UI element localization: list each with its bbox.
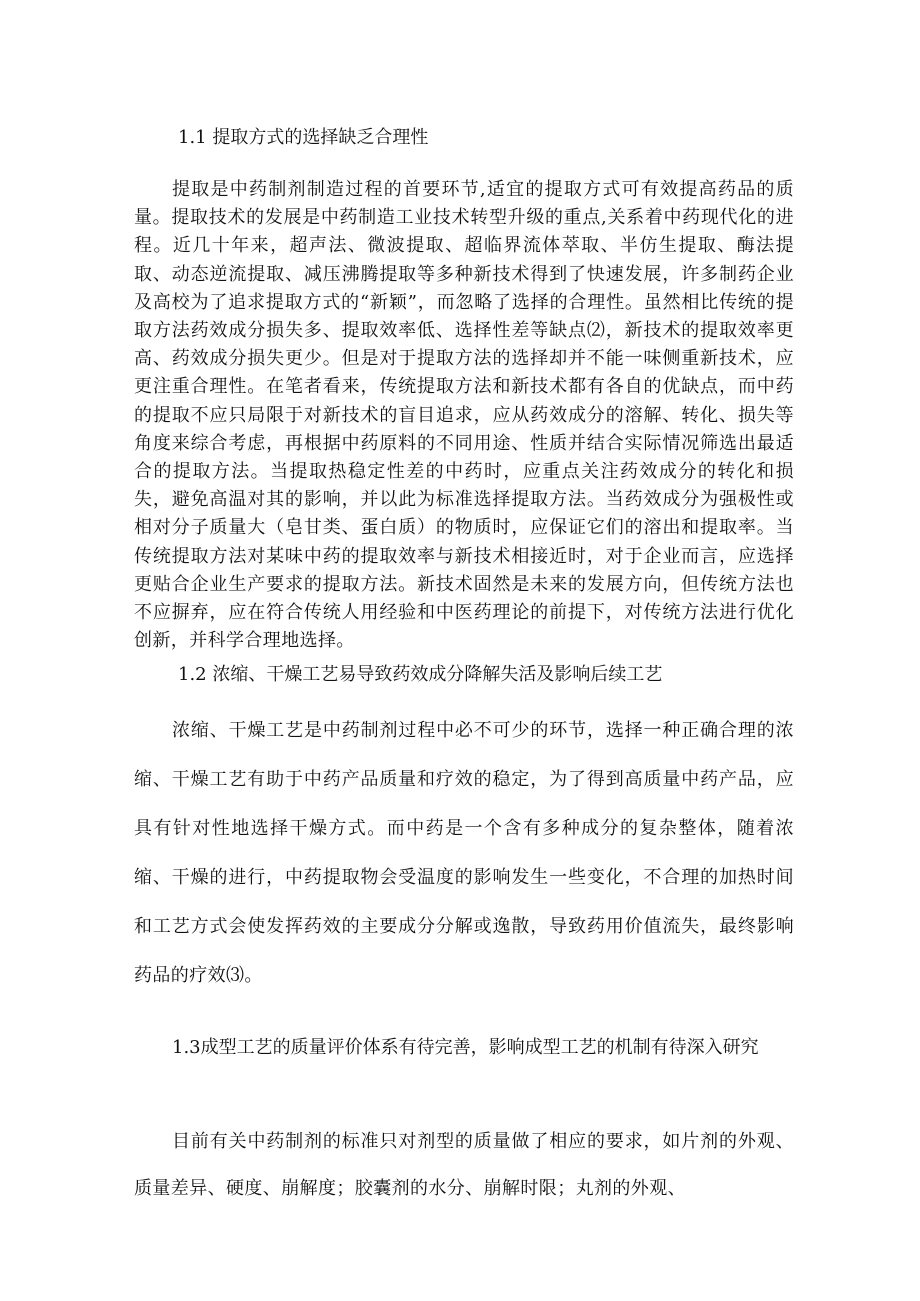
section-heading-1-2: 1.2 浓缩、干燥工艺易导致药效成分降解失活及影响后续工艺 bbox=[178, 664, 663, 685]
section-body-1-2: 浓缩、干燥工艺是中药制剂过程中必不可少的环节，选择一种正确合理的浓缩、干燥工艺有助于中药产品质量和疗效的稳定，为了得到高质量中药产品，应具有针对性地选择干燥方式。而中药是一个含有多种成分的复杂整体，随着浓缩、干燥的进行，中药提取物会受温度的影响发生一些变化，不合理的加热时间和工艺方式会使发挥药效的主要成分分解或逸散，导致药用价值流失，最终影响药品的疗效⑶。 bbox=[134, 720, 794, 986]
section-heading-1-3: 1.3成型工艺的质量评价体系有待完善，影响成型工艺的机制有待深入研究 bbox=[172, 1037, 759, 1058]
section-heading-1-1: 1.1 提取方式的选择缺乏合理性 bbox=[178, 127, 429, 148]
section-body-1-3: 目前有关中药制剂的标准只对剂型的质量做了相应的要求，如片剂的外观、质量差异、硬度、崩解度；胶囊剂的水分、崩解时限；丸剂的外观、 bbox=[134, 1131, 794, 1199]
section-body-1-1: 提取是中药制剂制造过程的首要环节,适宜的提取方式可有效提高药品的质量。提取技术的发展是中药制造工业技术转型升级的重点,关系着中药现代化的进程。近几十年来，超声法、微波提取、超临界流体萃取、半仿生提取、酶法提取、动态逆流提取、减压沸腾提取等多种新技术得到了快速发展，许多制药企业及高校为了追求提取方式的“新颖”，而忽略了选择的合理性。虽然相比传统的提取方法药效成分损失多、提取效率低、选择性差等缺点⑵，新技术的提取效率更高、药效成分损失更少。但是对于提取方法的选择却并不能一味侧重新技术，应更注重合理性。在笔者看来，传统提取方法和新技术都有各自的优缺点，而中药的提取不应只局限于对新技术的盲目追求，应从药效成分的溶解、转化、损失等角度来综合考虑，再根据中药原料的不同用途、性质并结合实际情况筛选出最适合的提取方法。当提取热稳定性差的中药时，应重点关注药效成分的转化和损失，避免高温对其的影响，并以此为标准选择提取方法。当药效成分为强极性或相对分子质量大（皂甘类、蛋白质）的物质时，应保证它们的溶出和提取率。当传统提取方法对某味中药的提取效率与新技术相接近时，对于企业而言，应选择更贴合企业生产要求的提取方法。新技术固然是未来的发展方向，但传统方法也不应摒弃，应在符合传统人用经验和中医药理论的前提下，对传统方法进行优化创新，并科学合理地选择。 bbox=[134, 179, 794, 652]
